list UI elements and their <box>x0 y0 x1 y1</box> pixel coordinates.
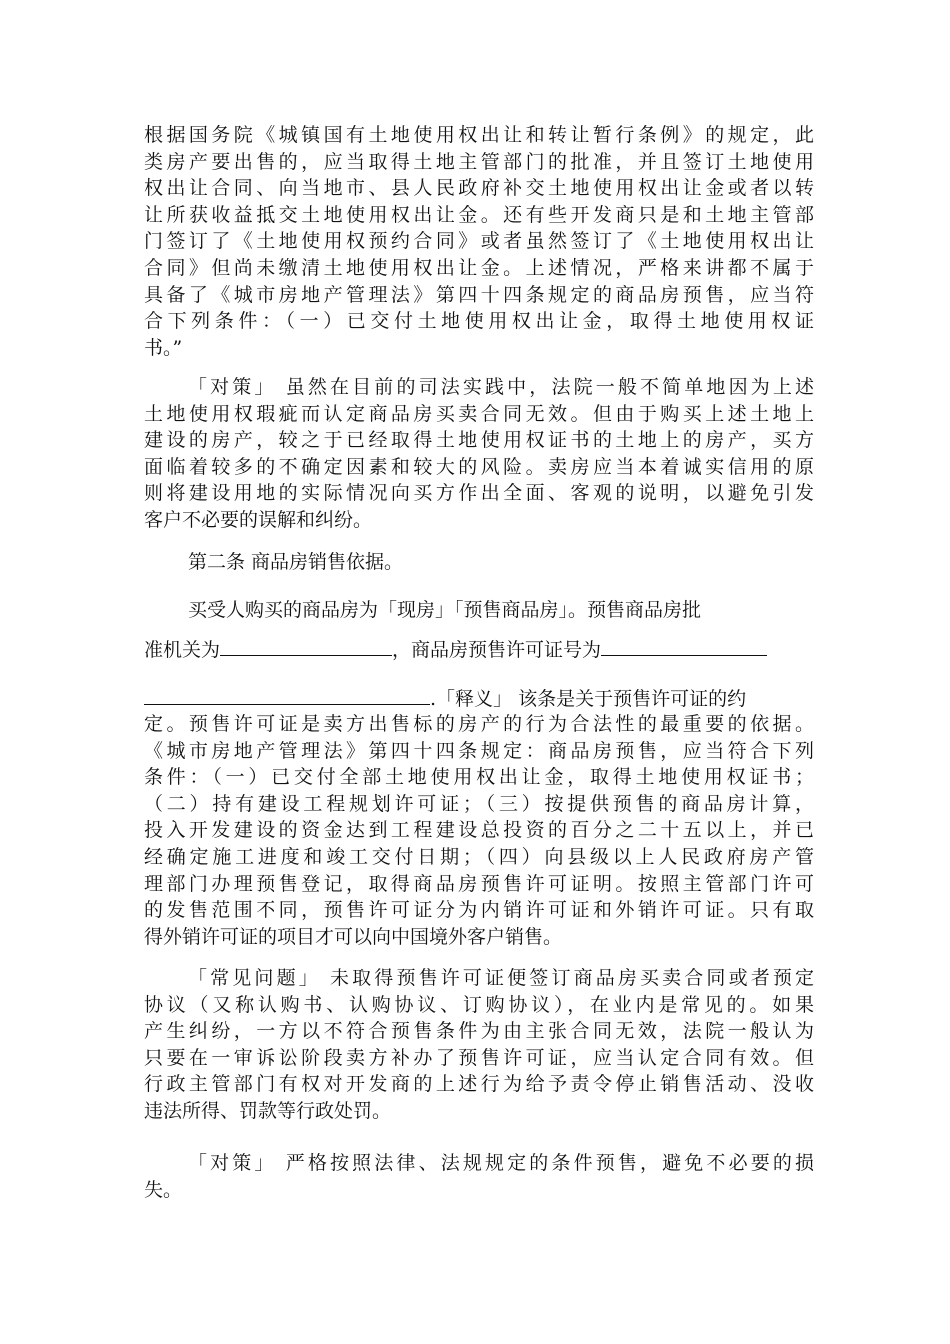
text-line: 合下列条件：（一）已交付土地使用权出让金，取得土地使用权证 <box>144 310 814 333</box>
text-line: 违法所得、罚款等行政处罚。 <box>144 1099 392 1122</box>
text-line: 产生纠纷，一方以不符合预售条件为由主张合同无效，法院一般认为 <box>144 1020 814 1043</box>
text-line: 经确定施工进度和竣工交付日期；（四）向县级以上人民政府房产管 <box>144 845 814 868</box>
text-line: 理部门办理预售登记，取得商品房预售许可证明。按照主管部门许可 <box>144 872 814 895</box>
article-heading: 第二条 商品房销售依据。 <box>188 551 404 573</box>
text-line: 类房产要出售的，应当取得土地主管部门的批准，并且签订土地使用 <box>144 150 814 173</box>
text-line: 协议（又称认购书、认购协议、订购协议），在业内是常见的。如果 <box>144 993 814 1016</box>
text-line: 合同》但尚未缴清土地使用权出让金。上述情况，严格来讲都不属于 <box>144 256 814 279</box>
approval-authority-label: 准机关为 <box>144 639 221 661</box>
text-line: 书。” <box>144 336 183 359</box>
text-line: 得外销许可证的项目才可以向中国境外客户销售。 <box>144 925 563 948</box>
text-line: 失。 <box>144 1178 183 1201</box>
text-line: 门签订了《土地使用权预约合同》或者虽然签订了《土地使用权出让 <box>144 230 814 253</box>
text-line: 土地使用权瑕疵而认定商品房买卖合同无效。但由于购买上述土地上 <box>144 402 814 425</box>
text-line: 面临着较多的不确定因素和较大的风险。卖房应当本着诚实信用的原 <box>144 455 814 478</box>
permit-number-blank[interactable] <box>601 635 767 656</box>
approval-authority-blank[interactable] <box>220 635 392 656</box>
form-line-approval <box>144 635 767 663</box>
text-line: 行政主管部门有权对开发商的上述行为给予责令停止销售活动、没收 <box>144 1073 814 1096</box>
text-line: 建设的房产，较之于已经取得土地使用权证书的土地上的房产，买方 <box>144 429 814 452</box>
paragraph-countermeasure-1 <box>144 374 814 534</box>
form-line-permit-continued <box>144 684 746 712</box>
text-line: 让所获收益抵交土地使用权出让金。还有些开发商只是和土地主管部 <box>144 203 814 226</box>
text-line: 的发售范围不同，预售许可证分为内销许可证和外销许可证。只有取 <box>144 899 814 922</box>
text-line: 权出让合同、向当地市、县人民政府补交土地使用权出让金或者以转 <box>144 177 814 200</box>
text-line: 则将建设用地的实际情况向买方作出全面、客观的说明，以避免引发 <box>144 482 814 505</box>
text-line: 「对策」 严格按照法律、法规规定的条件预售，避免不必要的损 <box>188 1152 814 1174</box>
text-line: 定。预售许可证是卖方出售标的房产的行为合法性的最重要的依据。 <box>144 713 814 735</box>
paragraph-common-issues <box>144 965 814 1125</box>
text-line: 条件：（一）已交付全部土地使用权出让金，取得土地使用权证书； <box>144 766 814 789</box>
text-line: 买受人购买的商品房为「现房」「预售商品房」。预售商品房批 <box>188 599 702 621</box>
text-line: 《城市房地产管理法》第四十四条规定：商品房预售，应当符合下列 <box>144 739 814 762</box>
text-line: （二）持有建设工程规划许可证；（三）按提供预售的商品房计算， <box>144 792 814 815</box>
text-line: 客户不必要的误解和纠纷。 <box>144 508 373 531</box>
text-line: 「对策」 虽然在目前的司法实践中，法院一般不简单地因为上述 <box>188 376 814 398</box>
text-line: 投入开发建设的资金达到工程建设总投资的百分之二十五以上，并已 <box>144 819 814 842</box>
text-line: 「常见问题」 未取得预售许可证便签订商品房买卖合同或者预定 <box>188 967 814 989</box>
paragraph-land-use-conditions <box>144 122 814 361</box>
permit-number-blank-continued[interactable] <box>144 684 430 705</box>
paragraph-interpretation <box>144 711 814 950</box>
permit-number-label: ，商品房预售许可证号为 <box>392 639 602 661</box>
text-line: 根据国务院《城镇国有土地使用权出让和转让暂行条例》的规定，此 <box>144 124 814 146</box>
paragraph-countermeasure-2 <box>144 1150 814 1203</box>
interpretation-start: .「释义」 该条是关于预售许可证的约 <box>430 688 747 710</box>
text-line: 具备了《城市房地产管理法》第四十四条规定的商品房预售，应当符 <box>144 283 814 306</box>
text-line: 只要在一审诉讼阶段卖方补办了预售许可证，应当认定合同有效。但 <box>144 1046 814 1069</box>
